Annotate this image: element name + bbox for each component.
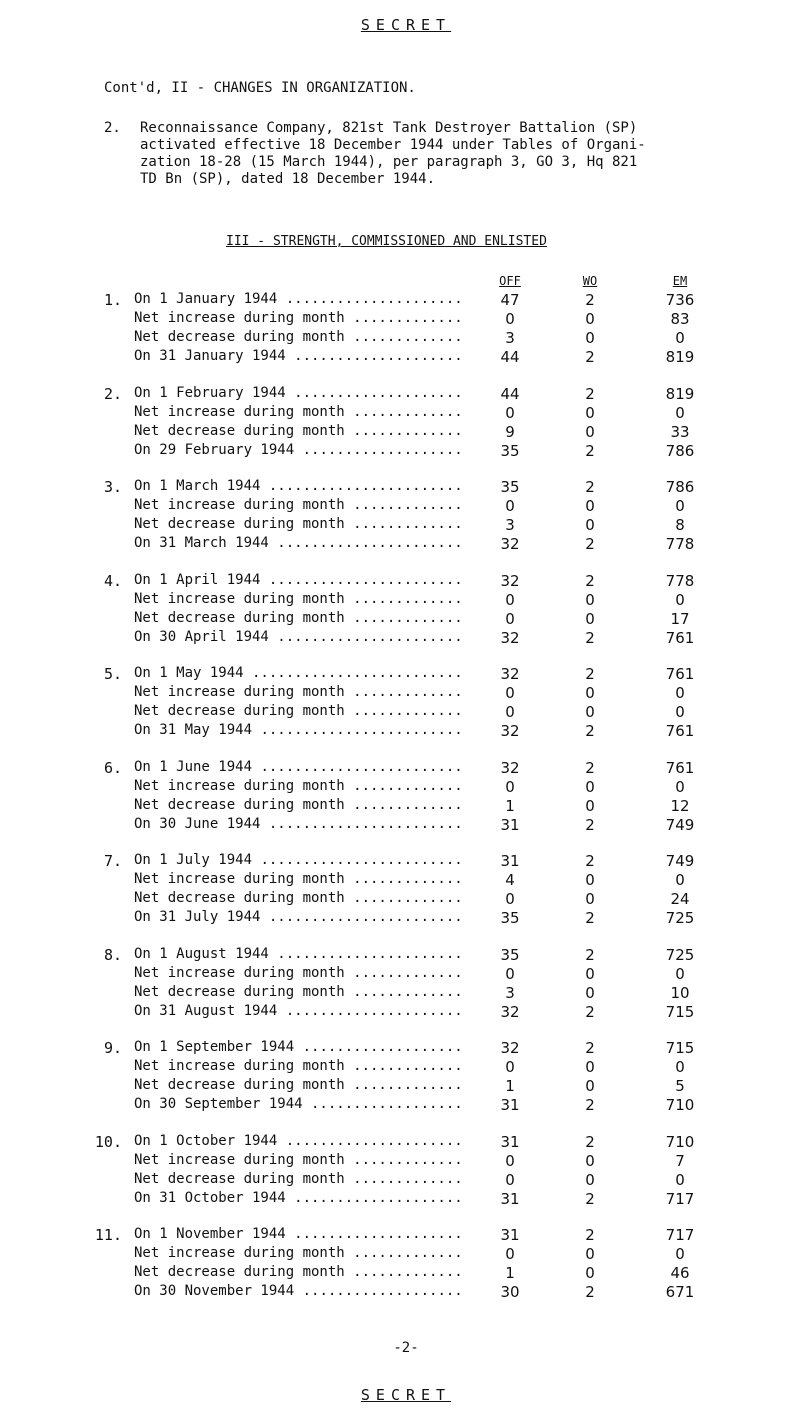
value-wo: 2 <box>585 348 595 366</box>
strength-row <box>0 404 812 423</box>
value-em: 0 <box>675 591 685 609</box>
row-label: Net increase during month ..... <box>134 871 464 887</box>
row-label: Net increase during month ..... <box>134 684 464 700</box>
value-off: 31 <box>500 816 520 834</box>
row-label: Net decrease during month ..... <box>134 984 464 1000</box>
value-off: 32 <box>500 665 520 683</box>
month-block <box>0 1133 812 1213</box>
strength-row <box>0 1039 812 1058</box>
value-wo: 2 <box>585 1039 595 1057</box>
value-em: 24 <box>670 890 690 908</box>
value-em: 778 <box>665 535 695 553</box>
strength-row <box>0 1283 812 1302</box>
row-label: Net increase during month ..... <box>134 1058 464 1074</box>
value-off: 9 <box>505 423 515 441</box>
value-wo: 0 <box>585 1245 595 1263</box>
strength-row <box>0 778 812 797</box>
strength-row <box>0 1077 812 1096</box>
item-number: 9. <box>103 1039 122 1057</box>
value-off: 0 <box>505 1058 515 1076</box>
strength-row <box>0 310 812 329</box>
month-block <box>0 291 812 371</box>
strength-row <box>0 478 812 497</box>
value-em: 710 <box>665 1096 695 1114</box>
row-label: On 30 June 1944 ..... <box>134 816 464 832</box>
row-label: On 1 August 1944 ..... <box>134 946 464 962</box>
value-wo: 0 <box>585 797 595 815</box>
value-wo: 2 <box>585 1133 595 1151</box>
strength-row <box>0 871 812 890</box>
row-label: On 1 July 1944 ..... <box>134 852 464 868</box>
value-em: 17 <box>670 610 690 628</box>
value-wo: 2 <box>585 629 595 647</box>
paragraph-line: Reconnaissance Company, 821st Tank Destroyer Battalion (SP) <box>140 120 638 136</box>
value-wo: 2 <box>585 946 595 964</box>
row-label: Net increase during month ..... <box>134 310 464 326</box>
value-em: 0 <box>675 404 685 422</box>
strength-row <box>0 684 812 703</box>
value-em: 0 <box>675 1058 685 1076</box>
value-wo: 0 <box>585 965 595 983</box>
row-label: Net decrease during month ..... <box>134 423 464 439</box>
row-label: On 30 September 1944 ..... <box>134 1096 464 1112</box>
value-em: 33 <box>670 423 690 441</box>
month-block <box>0 572 812 652</box>
strength-row <box>0 291 812 310</box>
item-number: 4. <box>103 572 122 590</box>
strength-row <box>0 1133 812 1152</box>
row-label: Net increase during month ..... <box>134 497 464 513</box>
item-number: 2. <box>103 385 122 403</box>
value-em: 786 <box>665 442 695 460</box>
value-wo: 0 <box>585 871 595 889</box>
strength-row <box>0 797 812 816</box>
strength-row <box>0 442 812 461</box>
value-off: 0 <box>505 890 515 908</box>
value-em: 0 <box>675 778 685 796</box>
value-off: 0 <box>505 404 515 422</box>
value-off: 0 <box>505 497 515 515</box>
value-off: 44 <box>500 348 520 366</box>
value-off: 44 <box>500 385 520 403</box>
value-off: 31 <box>500 1226 520 1244</box>
strength-row <box>0 610 812 629</box>
strength-row <box>0 1003 812 1022</box>
value-off: 31 <box>500 1133 520 1151</box>
strength-row <box>0 1190 812 1209</box>
value-em: 0 <box>675 703 685 721</box>
page-number: -2- <box>393 1340 419 1356</box>
column-header-wo: WO <box>582 274 598 288</box>
row-label: Net increase during month ..... <box>134 404 464 420</box>
value-em: 7 <box>675 1152 685 1170</box>
value-wo: 2 <box>585 722 595 740</box>
row-label: Net decrease during month ..... <box>134 1264 464 1280</box>
value-em: 10 <box>670 984 690 1002</box>
strength-row <box>0 946 812 965</box>
value-wo: 0 <box>585 890 595 908</box>
value-off: 1 <box>505 797 515 815</box>
value-off: 0 <box>505 610 515 628</box>
row-label: Net decrease during month ..... <box>134 329 464 345</box>
paragraph-line: zation 18-28 (15 March 1944), per paragraph 3, GO 3, Hq 821 <box>140 154 638 170</box>
value-off: 0 <box>505 591 515 609</box>
row-label: On 1 September 1944 ..... <box>134 1039 464 1055</box>
value-em: 725 <box>665 946 695 964</box>
strength-row <box>0 1096 812 1115</box>
item-number: 8. <box>103 946 122 964</box>
value-em: 0 <box>675 871 685 889</box>
value-em: 710 <box>665 1133 695 1151</box>
strength-row <box>0 1152 812 1171</box>
item-number: 5. <box>103 665 122 683</box>
strength-row <box>0 852 812 871</box>
row-label: On 1 March 1944 ..... <box>134 478 464 494</box>
value-off: 0 <box>505 1152 515 1170</box>
value-off: 3 <box>505 516 515 534</box>
value-wo: 0 <box>585 404 595 422</box>
row-label: On 1 May 1944 ..... <box>134 665 464 681</box>
value-em: 0 <box>675 1245 685 1263</box>
value-wo: 0 <box>585 516 595 534</box>
strength-row <box>0 1245 812 1264</box>
paragraph-number: 2. <box>104 120 121 136</box>
value-wo: 0 <box>585 423 595 441</box>
strength-row <box>0 497 812 516</box>
classification-header: SECRET <box>360 16 452 34</box>
value-off: 32 <box>500 572 520 590</box>
row-label: On 29 February 1944 ..... <box>134 442 464 458</box>
row-label: On 1 November 1944 ..... <box>134 1226 464 1242</box>
value-wo: 0 <box>585 984 595 1002</box>
value-wo: 2 <box>585 759 595 777</box>
paragraph-line: TD Bn (SP), dated 18 December 1944. <box>140 171 436 187</box>
value-off: 35 <box>500 946 520 964</box>
month-block <box>0 852 812 932</box>
row-label: On 31 May 1944 ..... <box>134 722 464 738</box>
strength-row <box>0 348 812 367</box>
item-number: 10. <box>94 1133 122 1151</box>
row-label: Net decrease during month ..... <box>134 1077 464 1093</box>
value-off: 32 <box>500 759 520 777</box>
month-block <box>0 1226 812 1306</box>
value-off: 4 <box>505 871 515 889</box>
value-em: 786 <box>665 478 695 496</box>
item-number: 6. <box>103 759 122 777</box>
month-block <box>0 385 812 465</box>
month-block <box>0 665 812 745</box>
value-wo: 2 <box>585 535 595 553</box>
item-number: 1. <box>103 291 122 309</box>
value-off: 0 <box>505 1245 515 1263</box>
section-heading: III - STRENGTH, COMMISSIONED AND ENLISTED <box>226 234 547 249</box>
value-em: 5 <box>675 1077 685 1095</box>
value-wo: 2 <box>585 1226 595 1244</box>
value-wo: 2 <box>585 478 595 496</box>
value-off: 3 <box>505 984 515 1002</box>
value-em: 761 <box>665 629 695 647</box>
row-label: Net decrease during month ..... <box>134 703 464 719</box>
value-em: 0 <box>675 497 685 515</box>
row-label: On 1 October 1944 ..... <box>134 1133 464 1149</box>
row-label: Net decrease during month ..... <box>134 1171 464 1187</box>
strength-row <box>0 329 812 348</box>
value-off: 32 <box>500 722 520 740</box>
strength-row <box>0 1264 812 1283</box>
value-wo: 2 <box>585 1190 595 1208</box>
value-wo: 0 <box>585 1152 595 1170</box>
value-wo: 2 <box>585 909 595 927</box>
value-wo: 0 <box>585 684 595 702</box>
value-em: 761 <box>665 722 695 740</box>
month-block <box>0 478 812 558</box>
paragraph-line: activated effective 18 December 1944 under Tables of Organi- <box>140 137 646 153</box>
strength-row <box>0 1226 812 1245</box>
value-wo: 2 <box>585 665 595 683</box>
row-label: On 31 October 1944 ..... <box>134 1190 464 1206</box>
value-wo: 2 <box>585 291 595 309</box>
column-header-em: EM <box>672 274 688 288</box>
item-number: 3. <box>103 478 122 496</box>
value-off: 32 <box>500 535 520 553</box>
value-wo: 2 <box>585 572 595 590</box>
value-em: 0 <box>675 684 685 702</box>
row-label: Net increase during month ..... <box>134 965 464 981</box>
strength-row <box>0 535 812 554</box>
strength-row <box>0 385 812 404</box>
row-label: Net decrease during month ..... <box>134 610 464 626</box>
value-off: 32 <box>500 1039 520 1057</box>
strength-row <box>0 1171 812 1190</box>
value-wo: 0 <box>585 1171 595 1189</box>
value-em: 736 <box>665 291 695 309</box>
row-label: On 1 February 1944 ..... <box>134 385 464 401</box>
row-label: On 1 June 1944 ..... <box>134 759 464 775</box>
paragraph-text <box>140 120 710 188</box>
value-off: 47 <box>500 291 520 309</box>
strength-row <box>0 572 812 591</box>
value-em: 83 <box>670 310 690 328</box>
value-off: 0 <box>505 1171 515 1189</box>
value-em: 717 <box>665 1226 695 1244</box>
strength-row <box>0 591 812 610</box>
row-label: Net increase during month ..... <box>134 1245 464 1261</box>
strength-row <box>0 965 812 984</box>
strength-row <box>0 423 812 442</box>
row-label: Net decrease during month ..... <box>134 890 464 906</box>
value-em: 761 <box>665 665 695 683</box>
value-off: 31 <box>500 1190 520 1208</box>
value-wo: 2 <box>585 816 595 834</box>
strength-row <box>0 984 812 1003</box>
value-wo: 2 <box>585 442 595 460</box>
value-off: 0 <box>505 778 515 796</box>
value-off: 32 <box>500 629 520 647</box>
value-wo: 0 <box>585 591 595 609</box>
value-wo: 0 <box>585 329 595 347</box>
value-off: 0 <box>505 965 515 983</box>
value-em: 761 <box>665 759 695 777</box>
value-em: 0 <box>675 329 685 347</box>
value-wo: 0 <box>585 310 595 328</box>
value-off: 35 <box>500 442 520 460</box>
strength-row <box>0 722 812 741</box>
item-number: 11. <box>94 1226 122 1244</box>
row-label: Net decrease during month ..... <box>134 797 464 813</box>
value-wo: 0 <box>585 497 595 515</box>
value-off: 31 <box>500 1096 520 1114</box>
value-wo: 0 <box>585 778 595 796</box>
value-off: 32 <box>500 1003 520 1021</box>
value-em: 819 <box>665 385 695 403</box>
value-off: 0 <box>505 684 515 702</box>
value-em: 725 <box>665 909 695 927</box>
strength-row <box>0 516 812 535</box>
value-off: 0 <box>505 703 515 721</box>
strength-row <box>0 665 812 684</box>
value-wo: 0 <box>585 610 595 628</box>
value-wo: 0 <box>585 1077 595 1095</box>
row-label: On 1 January 1944 ..... <box>134 291 464 307</box>
value-em: 819 <box>665 348 695 366</box>
row-label: On 31 August 1944 ..... <box>134 1003 464 1019</box>
strength-row <box>0 890 812 909</box>
value-em: 0 <box>675 1171 685 1189</box>
value-off: 1 <box>505 1264 515 1282</box>
row-label: On 31 January 1944 ..... <box>134 348 464 364</box>
value-off: 35 <box>500 909 520 927</box>
strength-row <box>0 703 812 722</box>
value-wo: 2 <box>585 1283 595 1301</box>
value-em: 749 <box>665 816 695 834</box>
row-label: Net decrease during month ..... <box>134 516 464 532</box>
item-number: 7. <box>103 852 122 870</box>
continuation-heading: Cont'd, II - CHANGES IN ORGANIZATION. <box>104 80 416 96</box>
strength-row <box>0 816 812 835</box>
value-em: 46 <box>670 1264 690 1282</box>
value-em: 715 <box>665 1039 695 1057</box>
row-label: Net increase during month ..... <box>134 778 464 794</box>
value-em: 0 <box>675 965 685 983</box>
strength-row <box>0 759 812 778</box>
row-label: On 30 April 1944 ..... <box>134 629 464 645</box>
value-wo: 0 <box>585 1058 595 1076</box>
strength-row <box>0 629 812 648</box>
month-block <box>0 759 812 839</box>
value-off: 0 <box>505 310 515 328</box>
row-label: On 1 April 1944 ..... <box>134 572 464 588</box>
value-off: 35 <box>500 478 520 496</box>
row-label: Net increase during month ..... <box>134 591 464 607</box>
value-off: 30 <box>500 1283 520 1301</box>
month-block <box>0 1039 812 1119</box>
row-label: On 31 July 1944 ..... <box>134 909 464 925</box>
strength-row <box>0 909 812 928</box>
value-em: 749 <box>665 852 695 870</box>
value-wo: 2 <box>585 1003 595 1021</box>
strength-row <box>0 1058 812 1077</box>
value-wo: 0 <box>585 1264 595 1282</box>
value-em: 8 <box>675 516 685 534</box>
row-label: Net increase during month ..... <box>134 1152 464 1168</box>
value-off: 31 <box>500 852 520 870</box>
value-wo: 2 <box>585 385 595 403</box>
value-wo: 2 <box>585 852 595 870</box>
classification-footer: SECRET <box>360 1386 452 1404</box>
value-wo: 2 <box>585 1096 595 1114</box>
value-em: 12 <box>670 797 690 815</box>
row-label: On 30 November 1944 ..... <box>134 1283 464 1299</box>
value-off: 1 <box>505 1077 515 1095</box>
column-header-off: OFF <box>499 274 521 288</box>
value-em: 778 <box>665 572 695 590</box>
value-off: 3 <box>505 329 515 347</box>
value-wo: 0 <box>585 703 595 721</box>
value-em: 717 <box>665 1190 695 1208</box>
value-em: 671 <box>665 1283 695 1301</box>
value-em: 715 <box>665 1003 695 1021</box>
row-label: On 31 March 1944 ..... <box>134 535 464 551</box>
month-block <box>0 946 812 1026</box>
